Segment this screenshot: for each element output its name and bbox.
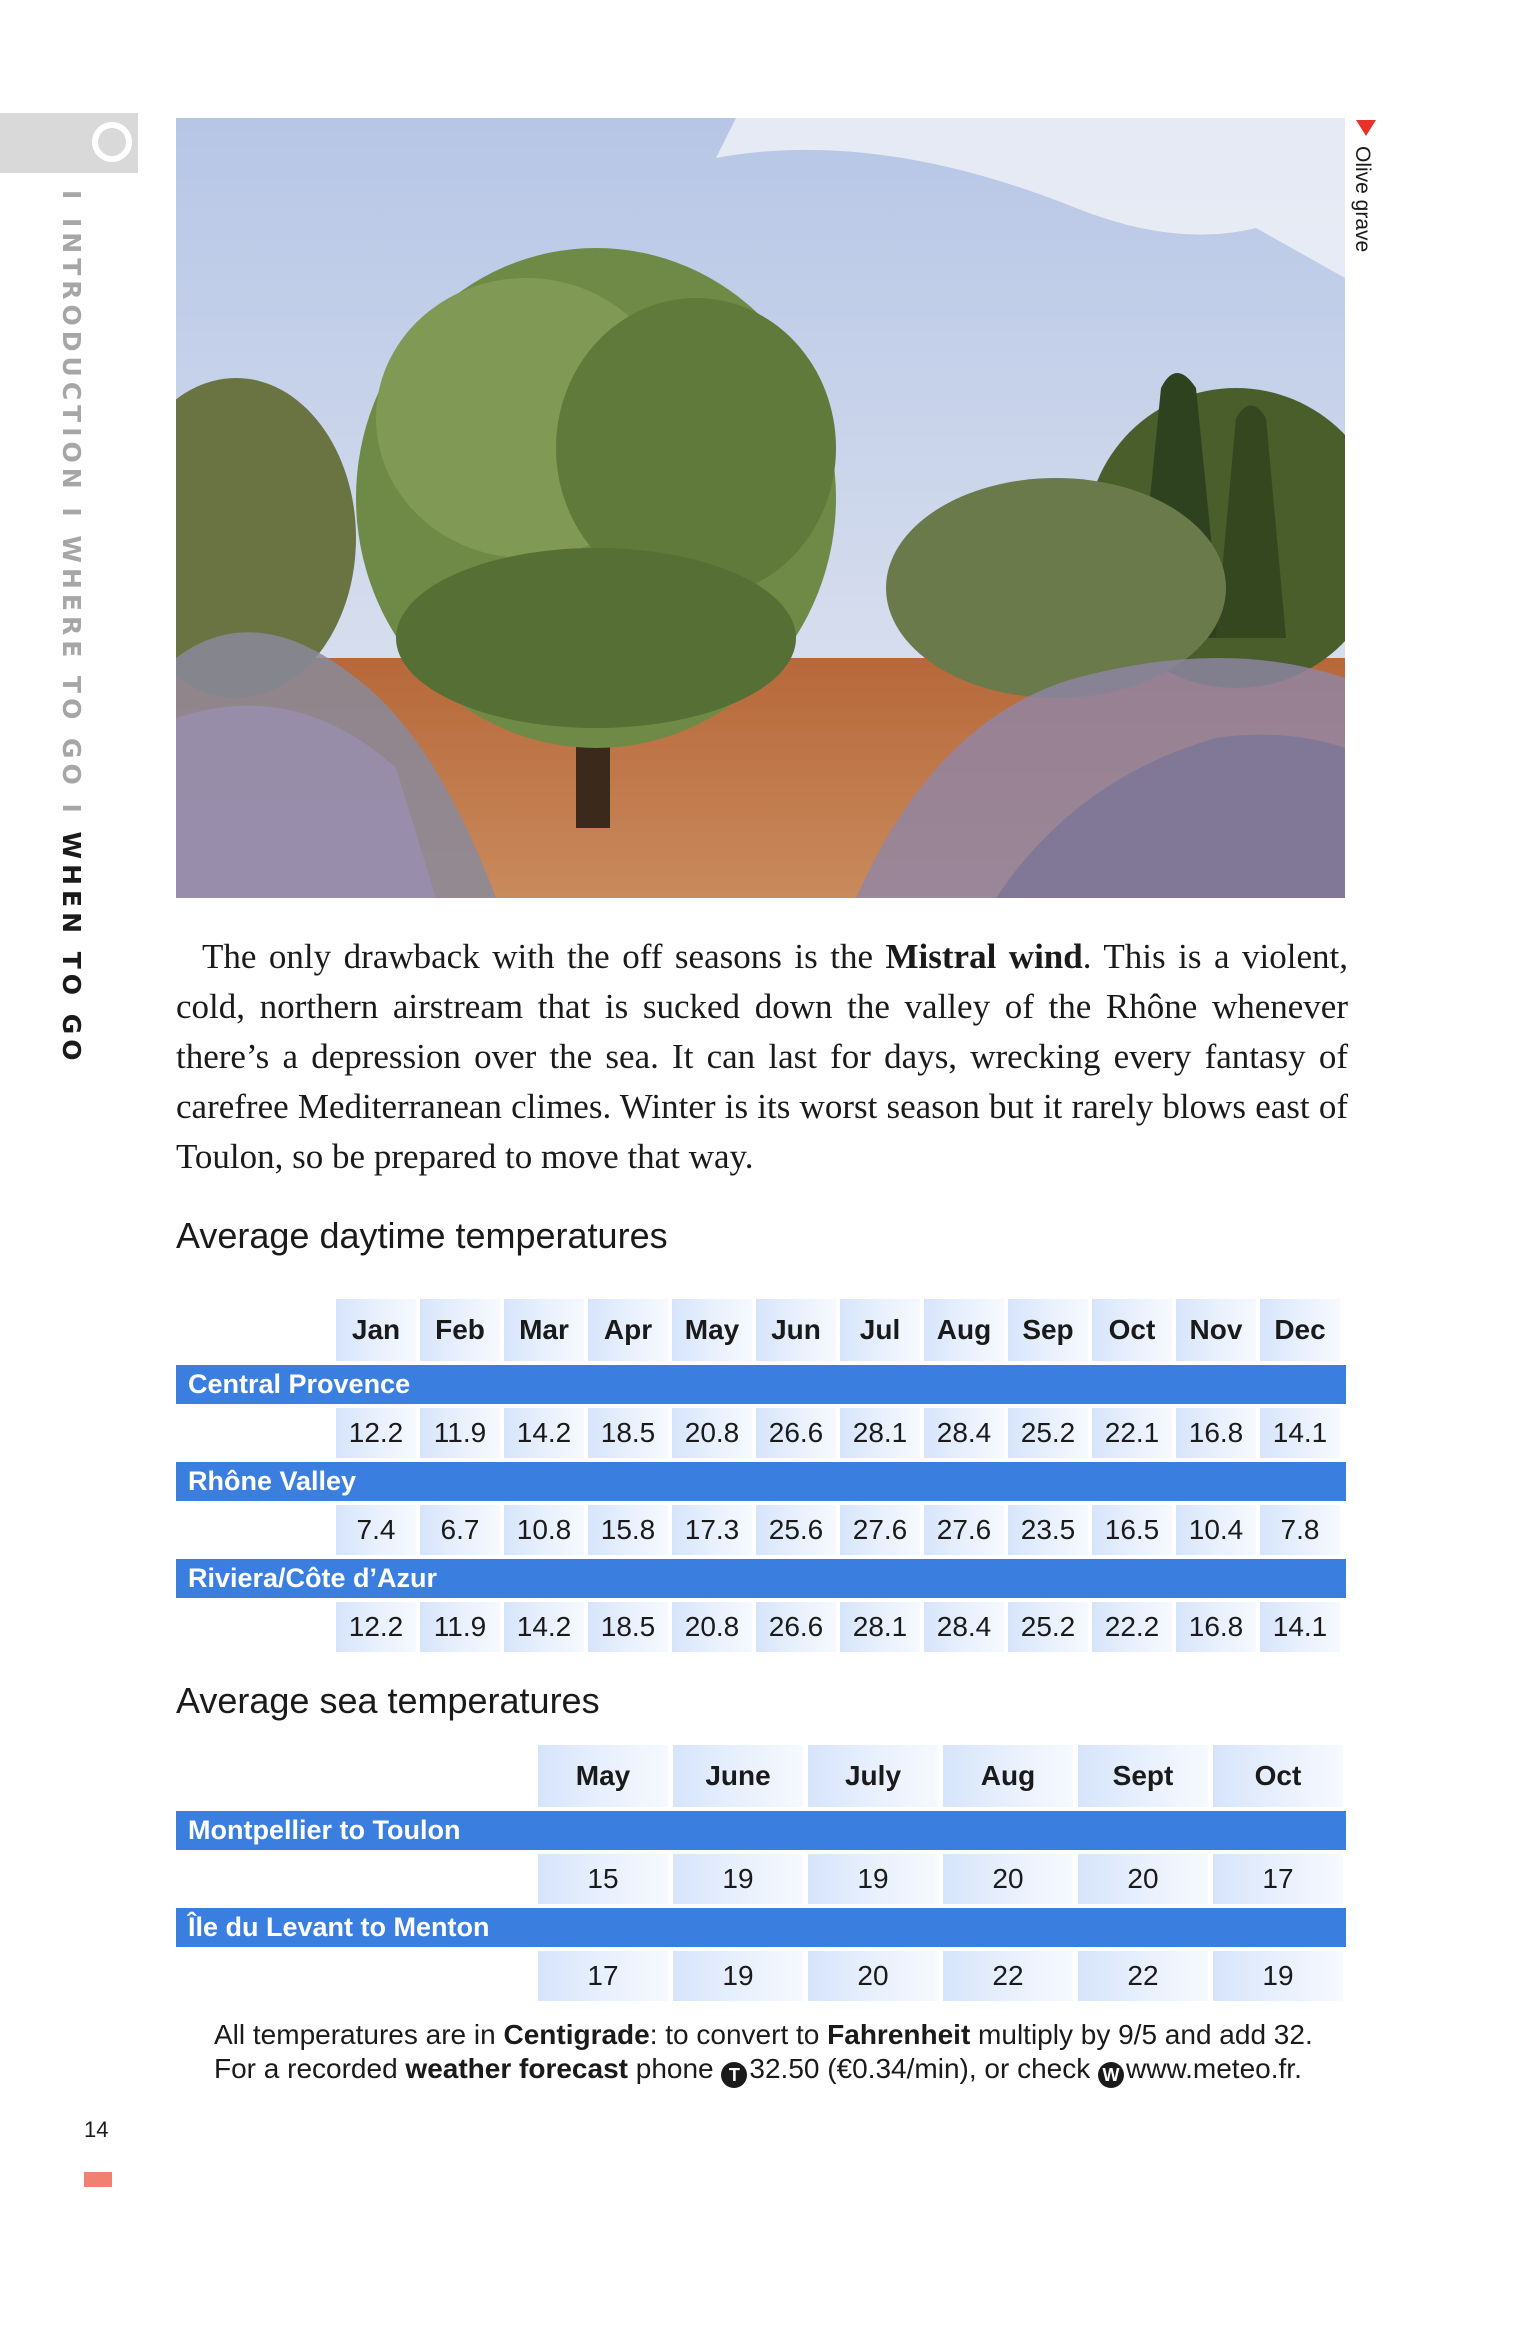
table-cell: 20.8	[672, 1408, 752, 1458]
table-cell: 14.2	[504, 1408, 584, 1458]
paragraph-text-rest: . This is a violent, cold, northern airstream that is sucked down the valley of the Rhône whenever there’s a depression over the sea. It can last for days, wrecking every fantasy of carefree Mediterranean climes. Winter is its worst season but it rarely blows east of Toulon, so be prepared to move that way.	[176, 937, 1348, 1176]
column-header: Oct	[1092, 1299, 1172, 1361]
note-website[interactable]: www.meteo.fr.	[1126, 2053, 1302, 2084]
table-cell: 6.7	[420, 1505, 500, 1555]
column-header: Aug	[924, 1299, 1004, 1361]
column-header: Sep	[1008, 1299, 1088, 1361]
table-row	[176, 1854, 1346, 1904]
column-header: Sept	[1078, 1745, 1208, 1807]
table-cell: 25.6	[756, 1505, 836, 1555]
table-row	[176, 1602, 1346, 1652]
table-cell: 16.8	[1176, 1408, 1256, 1458]
table-cell: 22	[1078, 1951, 1208, 2001]
body-paragraph	[176, 932, 1348, 1182]
column-header: Mar	[504, 1299, 584, 1361]
column-header: June	[673, 1745, 803, 1807]
table-cell: 7.4	[336, 1505, 416, 1555]
header-row	[176, 1299, 1346, 1361]
table-cell: 25.2	[1008, 1602, 1088, 1652]
table-cell: 18.5	[588, 1408, 668, 1458]
table-cell: 25.2	[1008, 1408, 1088, 1458]
column-header: Jan	[336, 1299, 416, 1361]
column-header: Aug	[943, 1745, 1073, 1807]
table-cell: 16.5	[1092, 1505, 1172, 1555]
note-fahrenheit: Fahrenheit	[827, 2019, 971, 2050]
table-cell: 22	[943, 1951, 1073, 2001]
breadcrumb-path: I INTRODUCTION I WHERE TO GO I	[57, 190, 86, 832]
column-header: May	[672, 1299, 752, 1361]
table-cell: 11.9	[420, 1408, 500, 1458]
column-header: Jul	[840, 1299, 920, 1361]
table-cell: 11.9	[420, 1602, 500, 1652]
table-row	[176, 1408, 1346, 1458]
table-cell: 12.2	[336, 1602, 416, 1652]
column-header: Nov	[1176, 1299, 1256, 1361]
table-cell: 20	[808, 1951, 938, 2001]
column-header: May	[538, 1745, 668, 1807]
photo-caption-text: Olive grave	[1351, 146, 1374, 253]
column-header: Feb	[420, 1299, 500, 1361]
chapter-tab-circle-icon	[92, 122, 132, 162]
note-weather-forecast: weather forecast	[405, 2053, 628, 2084]
region-label: Île du Levant to Menton	[176, 1908, 1346, 1947]
table-cell: 14.1	[1260, 1602, 1340, 1652]
table-cell: 19	[808, 1854, 938, 1904]
table-cell: 22.1	[1092, 1408, 1172, 1458]
region-label: Montpellier to Toulon	[176, 1811, 1346, 1850]
note-text: phone	[627, 2053, 722, 2084]
table-cell: 15	[538, 1854, 668, 1904]
table-cell: 20	[1078, 1854, 1208, 1904]
table-cell: 27.6	[840, 1505, 920, 1555]
table-cell: 12.2	[336, 1408, 416, 1458]
table-cell: 26.6	[756, 1602, 836, 1652]
temperature-note	[214, 2018, 1314, 2088]
note-text: : to convert to	[649, 2019, 828, 2050]
phone-icon: T	[721, 2062, 747, 2088]
region-label: Central Provence	[176, 1365, 1346, 1404]
note-phone: 32.50 (€0.34/min), or check	[749, 2053, 1099, 2084]
table-cell: 20.8	[672, 1602, 752, 1652]
table-cell: 28.1	[840, 1408, 920, 1458]
daytime-temperatures-title: Average daytime temperatures	[176, 1215, 668, 1256]
photo-caption	[1352, 118, 1382, 378]
breadcrumb-current: WHEN TO GO	[57, 831, 86, 1066]
table-cell: 27.6	[924, 1505, 1004, 1555]
region-label: Rhône Valley	[176, 1462, 1346, 1501]
paragraph-text: The only drawback with the off seasons is the	[202, 937, 886, 976]
table-cell: 23.5	[1008, 1505, 1088, 1555]
daytime-temperatures-table	[176, 1299, 1346, 1652]
olive-tree-photo	[176, 118, 1345, 898]
column-header: Oct	[1213, 1745, 1343, 1807]
table-cell: 20	[943, 1854, 1073, 1904]
page-number: 14	[84, 2117, 109, 2142]
table-cell: 15.8	[588, 1505, 668, 1555]
mistral-wind-term: Mistral wind	[885, 937, 1083, 976]
note-text: All temperatures are in	[214, 2019, 504, 2050]
note-text: multiply by 9/5 and add 32. For a recorded	[214, 2019, 1313, 2084]
region-label: Riviera/Côte d’Azur	[176, 1559, 1346, 1598]
column-header: Jun	[756, 1299, 836, 1361]
table-cell: 7.8	[1260, 1505, 1340, 1555]
table-cell: 10.4	[1176, 1505, 1256, 1555]
table-cell: 19	[673, 1854, 803, 1904]
table-cell: 18.5	[588, 1602, 668, 1652]
page-marker	[84, 2172, 112, 2187]
table-cell: 26.6	[756, 1408, 836, 1458]
table-cell: 16.8	[1176, 1602, 1256, 1652]
table-cell: 17	[538, 1951, 668, 2001]
header-row	[176, 1745, 1346, 1807]
table-cell: 19	[673, 1951, 803, 2001]
sea-temperatures-table	[176, 1745, 1346, 2001]
table-cell: 14.2	[504, 1602, 584, 1652]
table-cell: 28.1	[840, 1602, 920, 1652]
triangle-icon	[1356, 120, 1376, 136]
sea-temperatures-title: Average sea temperatures	[176, 1680, 600, 1721]
table-cell: 17.3	[672, 1505, 752, 1555]
note-centigrade: Centigrade	[503, 2019, 650, 2050]
table-cell: 28.4	[924, 1408, 1004, 1458]
table-cell: 14.1	[1260, 1408, 1340, 1458]
column-header: July	[808, 1745, 938, 1807]
table-row	[176, 1505, 1346, 1555]
table-cell: 22.2	[1092, 1602, 1172, 1652]
table-cell: 19	[1213, 1951, 1343, 2001]
table-cell: 10.8	[504, 1505, 584, 1555]
table-cell: 28.4	[924, 1602, 1004, 1652]
column-header: Dec	[1260, 1299, 1340, 1361]
breadcrumb	[57, 190, 104, 1066]
table-cell: 17	[1213, 1854, 1343, 1904]
web-icon: W	[1098, 2062, 1124, 2088]
table-row	[176, 1951, 1346, 2001]
column-header: Apr	[588, 1299, 668, 1361]
